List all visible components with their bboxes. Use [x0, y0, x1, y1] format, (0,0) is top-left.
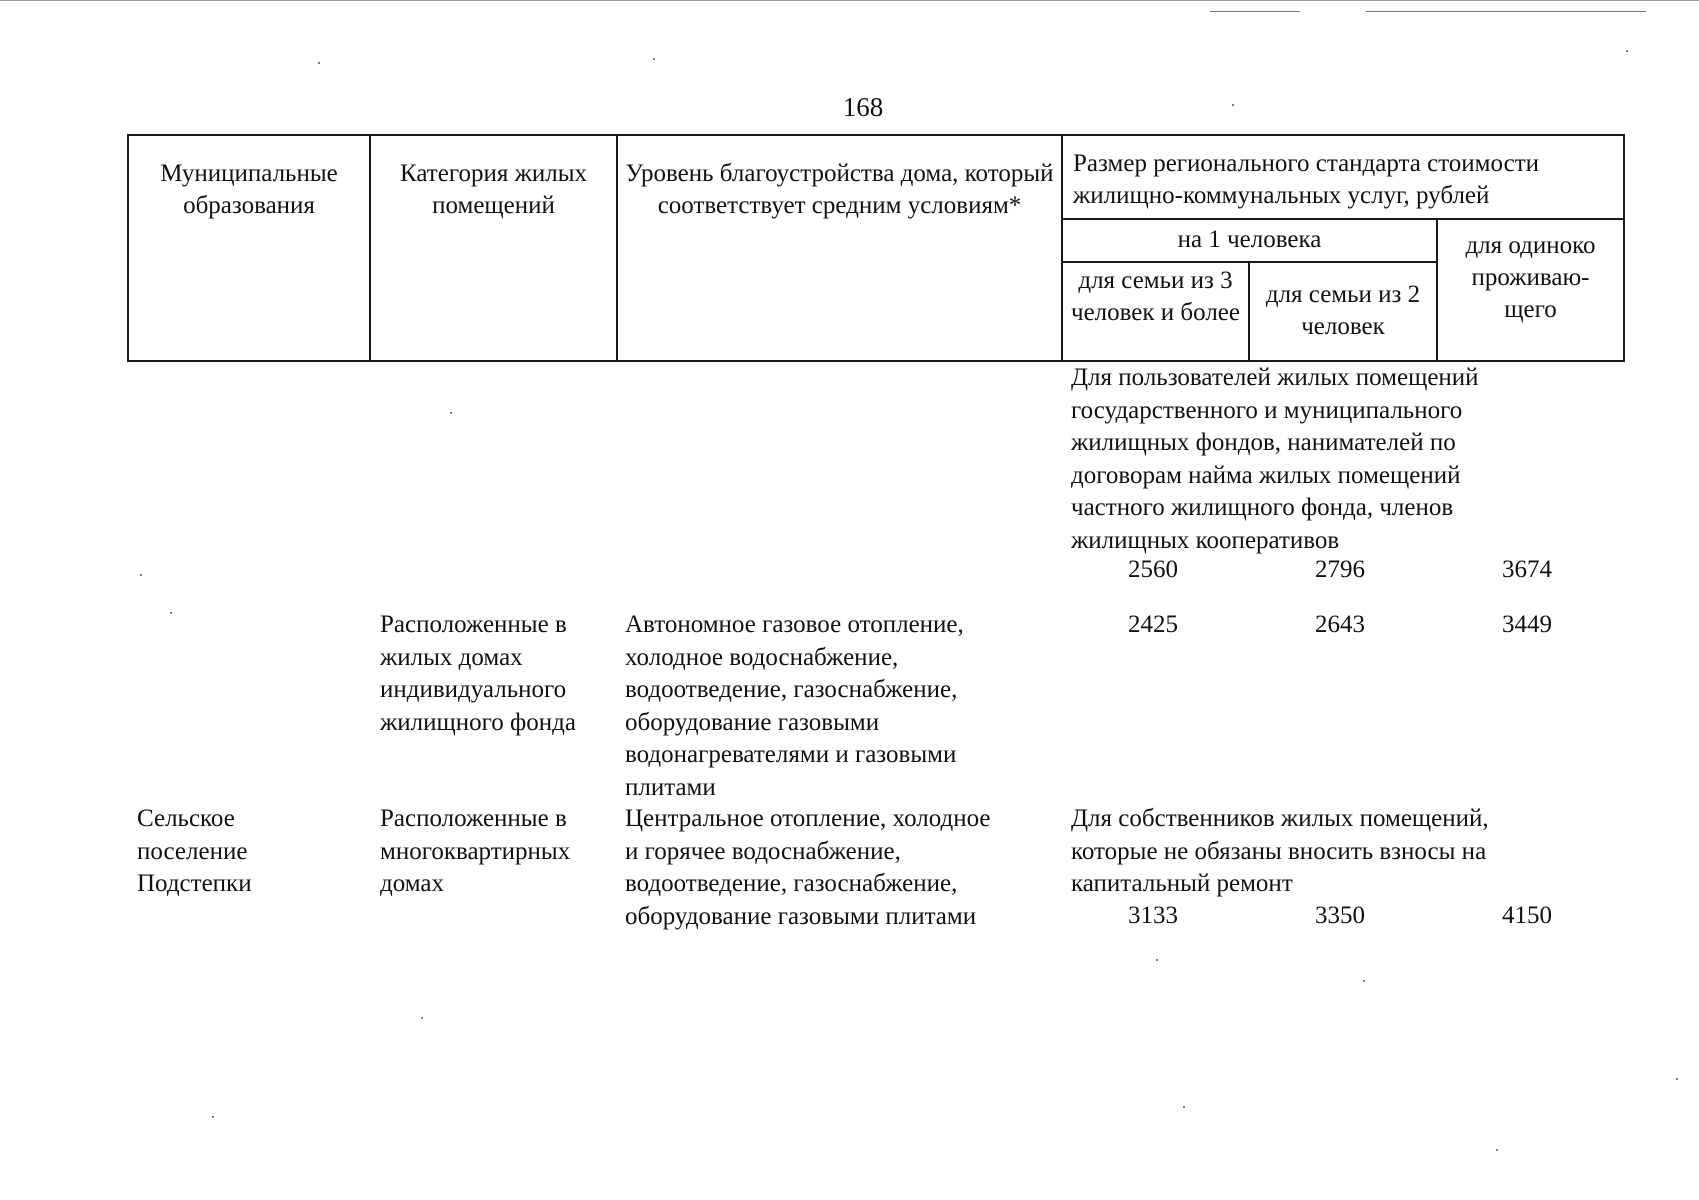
scan-speck — [212, 1116, 214, 1118]
header-family-2: для семьи из 2 человек — [1249, 262, 1437, 361]
municipality-podstepki: Сельское поселение Подстепки — [137, 805, 252, 897]
header-municipality: Муниципальные образования — [128, 135, 370, 361]
improvement-central-heating: Центральное отопление, холодное и горячее водоснабжение, водоотведение, газоснабжение, оборудование газовыми плитами — [625, 805, 991, 930]
header-family-3-plus: для семьи из 3 человек и более — [1062, 262, 1249, 361]
scan-speck — [140, 574, 142, 576]
value-family-3-plus: 3133 — [1128, 902, 1178, 929]
value-family-3-plus: 2425 — [1128, 611, 1178, 638]
category-apartment-buildings: Расположенные в многоквартирных домах — [380, 805, 571, 897]
scan-speck — [1626, 50, 1628, 52]
header-improvement-level: Уровень благоустройства дома, который соответствует средним условиям* — [617, 135, 1062, 361]
value-family-3-plus: 2560 — [1128, 556, 1178, 583]
scan-speck — [450, 412, 452, 414]
value-family-2: 3350 — [1315, 902, 1365, 929]
page-number: 168 — [842, 92, 884, 122]
table-header — [127, 134, 1625, 362]
group-note-owners: Для собственников жилых помещений, которые не обязаны вносить взносы на капитальный ремонт — [1071, 805, 1489, 897]
value-single: 3449 — [1502, 611, 1552, 638]
value-family-2: 2796 — [1315, 556, 1365, 583]
value-family-2: 2643 — [1315, 611, 1365, 638]
scan-speck — [421, 1017, 423, 1019]
scan-speck — [318, 62, 320, 64]
value-single: 3674 — [1502, 556, 1552, 583]
scan-speck — [1183, 1106, 1185, 1108]
scan-speck — [1232, 104, 1234, 106]
scan-speck — [170, 612, 172, 614]
scan-speck — [1363, 980, 1365, 982]
value-single: 4150 — [1502, 902, 1552, 929]
header-standard-size: Размер регионального стандарта стоимости жилищно-коммунальных услуг, рублей — [1062, 135, 1624, 219]
page-top-edge — [0, 0, 1699, 1]
improvement-autonomous-gas: Автономное газовое отопление, холодное водоснабжение, водоотведение, газоснабжение, оборудование газовыми водонагревателями и газовыми плитами — [625, 611, 964, 801]
group-note-tenants: Для пользователей жилых помещений государственного и муниципального жилищных фондов, нанимателей по договорам найма жилых помещений частного жилищного фонда, членов жилищных кооперативов — [1071, 364, 1479, 554]
scan-speck — [1496, 1149, 1498, 1151]
header-per-person: на 1 человека — [1062, 219, 1437, 262]
category-individual-housing: Расположенные в жилых домах индивидуального жилищного фонда — [380, 611, 576, 736]
scan-artifact-line — [1366, 11, 1646, 12]
scan-speck — [653, 58, 655, 60]
scan-speck — [1676, 1078, 1678, 1080]
header-single-resident: для одиноко проживаю-щего — [1437, 219, 1624, 361]
header-category: Категория жилых помещений — [370, 135, 617, 361]
scan-speck — [1156, 959, 1158, 961]
scan-artifact-line — [1210, 11, 1300, 12]
